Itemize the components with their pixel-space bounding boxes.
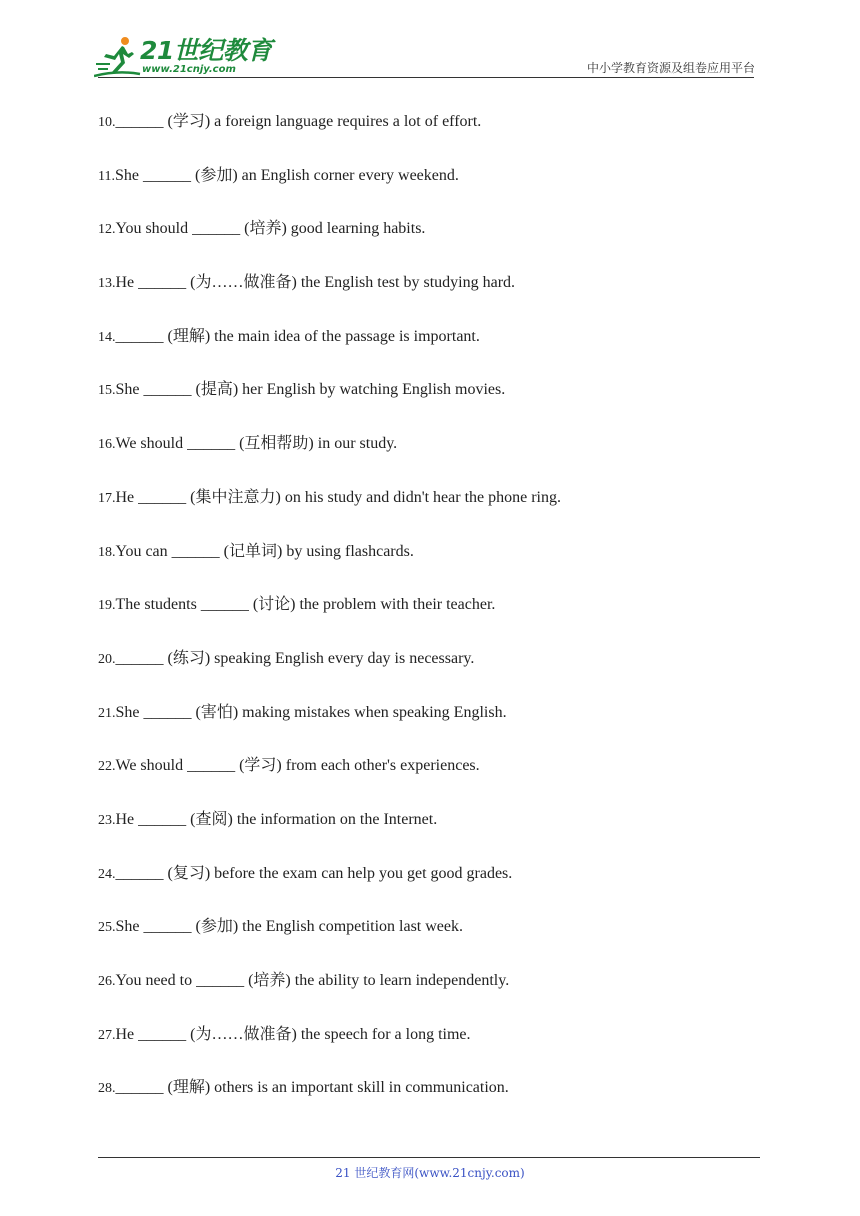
question-number: 16.: [98, 437, 116, 453]
question-text: She ______ (害怕) making mistakes when speaking English.: [115, 703, 507, 721]
question-item: [98, 593, 758, 647]
question-text: We should ______ (学习) from each other's experiences.: [115, 757, 480, 775]
question-item: [98, 754, 758, 808]
logo-title: 21世纪教育: [140, 36, 272, 65]
question-text: ______ (复习) before the exam can help you get good grades.: [115, 864, 513, 882]
question-text: The students ______ (讨论) the problem with their teacher.: [115, 596, 496, 614]
question-item: [98, 432, 758, 486]
question-text: ______ (学习) a foreign language requires a lot of effort.: [115, 113, 482, 130]
question-text: He ______ (为……做准备) the speech for a long time.: [115, 1025, 471, 1043]
question-item: [98, 969, 758, 1023]
question-item: [98, 701, 758, 755]
footer-text: 21 世纪教育网(www.21cnjy.com): [335, 1166, 525, 1180]
logo-url: www.21cnjy.com: [142, 64, 236, 75]
question-text: ______ (理解) the main idea of the passage is important.: [115, 327, 480, 345]
question-text: ______ (练习) speaking English every day is necessary.: [115, 649, 475, 667]
question-text: We should ______ (互相帮助) in our study.: [115, 435, 398, 453]
question-number: 25.: [98, 920, 116, 936]
question-list: [98, 110, 758, 1130]
question-number: 14.: [98, 329, 116, 345]
question-item: [98, 1023, 758, 1077]
question-number: 27.: [98, 1027, 116, 1043]
question-item: [98, 486, 758, 540]
question-text: You need to ______ (培养) the ability to learn independently.: [115, 972, 510, 989]
question-item: [98, 915, 758, 969]
question-item: [98, 862, 758, 916]
question-item: [98, 647, 758, 701]
header-divider: [98, 77, 754, 78]
page-header: [0, 0, 860, 80]
question-number: 17.: [98, 490, 116, 506]
question-item: [98, 808, 758, 862]
question-item: [98, 325, 758, 379]
question-item: [98, 271, 758, 325]
question-text: She ______ (参加) an English corner every weekend.: [114, 166, 459, 184]
question-number: 10.: [98, 115, 116, 130]
question-item: [98, 164, 758, 218]
question-text: He ______ (查阅) the information on the Internet.: [115, 810, 438, 828]
question-number: 20.: [98, 651, 116, 667]
question-item: [98, 540, 758, 594]
question-text: You should ______ (培养) good learning habits.: [115, 220, 426, 238]
question-text: You can ______ (记单词) by using flashcards.: [115, 542, 414, 560]
question-number: 21.: [98, 705, 116, 721]
question-item: [98, 217, 758, 271]
running-person-icon: [94, 34, 142, 78]
footer-divider: [98, 1157, 760, 1158]
question-number: 18.: [98, 544, 116, 560]
question-number: 23.: [98, 812, 116, 828]
question-number: 26.: [98, 974, 116, 989]
question-text: ______ (理解) others is an important skill in communication.: [115, 1079, 509, 1097]
question-number: 12.: [98, 222, 116, 238]
question-text: He ______ (集中注意力) on his study and didn't hear the phone ring.: [115, 488, 561, 506]
question-number: 13.: [98, 276, 116, 292]
question-text: She ______ (参加) the English competition last week.: [115, 918, 464, 936]
logo: [94, 34, 272, 78]
question-number: 19.: [98, 598, 116, 614]
question-number: 24.: [98, 866, 116, 882]
question-item: [98, 1076, 758, 1130]
question-text: He ______ (为……做准备) the English test by studying hard.: [115, 274, 516, 292]
question-number: 11.: [98, 168, 115, 184]
platform-title: 中小学教育资源及组卷应用平台: [586, 61, 755, 75]
question-number: 28.: [98, 1081, 116, 1097]
question-item: [98, 378, 758, 432]
question-text: She ______ (提高) her English by watching English movies.: [115, 381, 506, 399]
question-item: [98, 110, 758, 164]
question-number: 15.: [98, 383, 116, 399]
question-number: 22.: [98, 759, 116, 775]
